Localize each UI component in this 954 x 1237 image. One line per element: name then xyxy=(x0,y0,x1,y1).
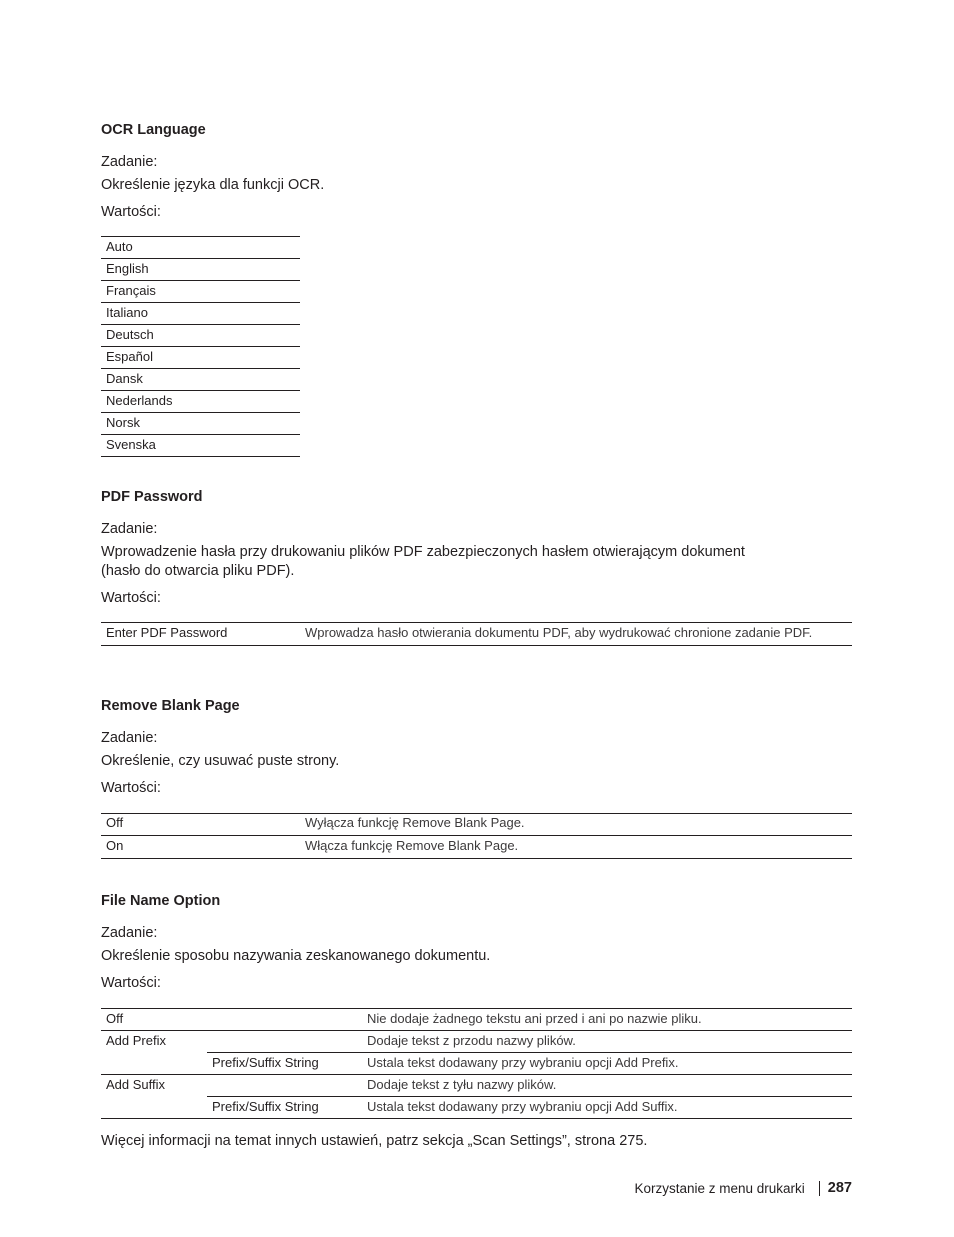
table-row xyxy=(101,836,852,859)
option-desc: Ustala tekst dodawany przy wybraniu opcji Add Suffix. xyxy=(362,1097,852,1119)
section-title: Remove Blank Page xyxy=(101,698,240,714)
table-row xyxy=(101,281,300,303)
language-cell: Español xyxy=(101,347,300,369)
table-row xyxy=(101,237,300,259)
task-label: Zadanie: xyxy=(101,154,158,170)
option-sub: Prefix/Suffix String xyxy=(207,1053,362,1075)
option-key: On xyxy=(101,836,300,859)
option-key xyxy=(101,1053,207,1075)
remove-blank-page-table xyxy=(101,813,852,859)
option-desc: Wprowadza hasło otwierania dokumentu PDF, aby wydrukować chronione zadanie PDF. xyxy=(300,623,852,646)
option-key: Add Prefix xyxy=(101,1031,207,1053)
page-footer xyxy=(634,1180,852,1196)
language-table xyxy=(101,236,300,457)
table-row xyxy=(101,814,852,836)
option-sub: Prefix/Suffix String xyxy=(207,1097,362,1119)
language-cell: Deutsch xyxy=(101,325,300,347)
option-key: Add Suffix xyxy=(101,1075,207,1097)
language-cell: English xyxy=(101,259,300,281)
option-desc: Dodaje tekst z tyłu nazwy plików. xyxy=(362,1075,852,1097)
language-cell: Norsk xyxy=(101,413,300,435)
option-desc: Dodaje tekst z przodu nazwy plików. xyxy=(362,1031,852,1053)
section-title: PDF Password xyxy=(101,489,203,505)
task-text-line1: Wprowadzenie hasła przy drukowaniu plików PDF zabezpieczonych hasłem otwierającym dokument xyxy=(101,544,745,560)
table-row xyxy=(101,1075,852,1097)
option-desc: Wyłącza funkcję Remove Blank Page. xyxy=(300,814,852,836)
more-info-text: Więcej informacji na temat innych ustawień, patrz sekcja „Scan Settings”, strona 275. xyxy=(101,1133,648,1149)
section-ocr-language xyxy=(101,121,852,457)
table-row xyxy=(101,1031,852,1053)
table-row xyxy=(101,435,300,457)
language-cell: Français xyxy=(101,281,300,303)
task-text: Określenie sposobu nazywania zeskanowanego dokumentu. xyxy=(101,948,491,964)
task-text-line2: (hasło do otwarcia pliku PDF). xyxy=(101,563,295,579)
option-key xyxy=(101,1097,207,1119)
table-row xyxy=(101,369,300,391)
option-sub xyxy=(207,1031,362,1053)
values-label: Wartości: xyxy=(101,975,161,991)
table-row xyxy=(101,413,300,435)
file-name-option-table xyxy=(101,1008,852,1119)
values-label: Wartości: xyxy=(101,780,161,796)
pdf-password-table xyxy=(101,622,852,646)
task-label: Zadanie: xyxy=(101,925,158,941)
language-cell: Italiano xyxy=(101,303,300,325)
table-row xyxy=(101,1053,852,1075)
task-text: Określenie, czy usuwać puste strony. xyxy=(101,753,340,769)
table-row xyxy=(101,623,852,646)
table-row xyxy=(101,303,300,325)
section-remove-blank-page xyxy=(101,697,852,859)
option-desc: Nie dodaje żadnego tekstu ani przed i ani po nazwie pliku. xyxy=(362,1009,852,1031)
table-row xyxy=(101,391,300,413)
page-number: 287 xyxy=(827,1180,852,1196)
section-title: File Name Option xyxy=(101,893,221,909)
table-row xyxy=(101,259,300,281)
table-row xyxy=(101,347,300,369)
language-cell: Svenska xyxy=(101,435,300,457)
values-label: Wartości: xyxy=(101,590,161,606)
section-pdf-password xyxy=(101,488,852,646)
option-sub xyxy=(207,1009,362,1031)
language-cell: Dansk xyxy=(101,369,300,391)
option-sub xyxy=(207,1075,362,1097)
option-key: Enter PDF Password xyxy=(101,623,300,646)
section-title: OCR Language xyxy=(101,122,206,138)
option-desc: Włącza funkcję Remove Blank Page. xyxy=(300,836,852,859)
language-cell: Auto xyxy=(101,237,300,259)
task-label: Zadanie: xyxy=(101,521,158,537)
option-key: Off xyxy=(101,814,300,836)
language-cell: Nederlands xyxy=(101,391,300,413)
table-row xyxy=(101,325,300,347)
values-label: Wartości: xyxy=(101,204,161,220)
task-label: Zadanie: xyxy=(101,730,158,746)
table-row xyxy=(101,1097,852,1119)
footer-divider xyxy=(819,1181,820,1196)
option-key: Off xyxy=(101,1009,207,1031)
option-desc: Ustala tekst dodawany przy wybraniu opcji Add Prefix. xyxy=(362,1053,852,1075)
footer-chapter: Korzystanie z menu drukarki xyxy=(634,1180,805,1196)
section-file-name-option xyxy=(101,892,852,1119)
table-row xyxy=(101,1009,852,1031)
task-text: Określenie języka dla funkcji OCR. xyxy=(101,177,325,193)
